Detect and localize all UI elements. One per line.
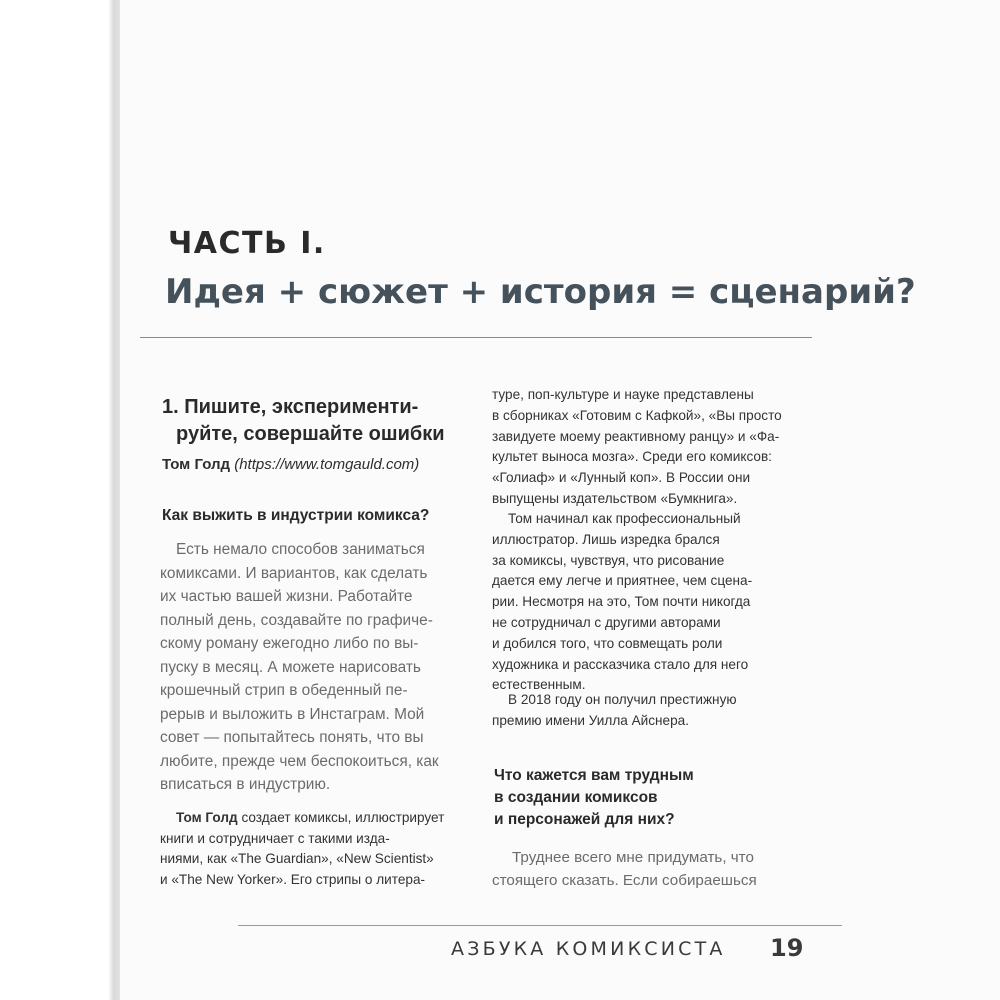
bio-line: книги и сотрудничает с такими изда- — [160, 830, 390, 846]
page-number: 19 — [770, 934, 804, 962]
answer-line: рерыв и выложить в Инстаграм. Мой — [160, 705, 425, 723]
question-line: Что кажется вам трудным — [494, 767, 694, 784]
text-line: за комиксы, чувствуя, что рисование — [492, 552, 725, 568]
answer-line: Труднее всего мне придумать, что — [512, 849, 754, 866]
text-line: естественным. — [492, 677, 586, 693]
bio-continued-paragraph — [492, 385, 812, 510]
title-divider — [140, 337, 812, 338]
text-line: иллюстратор. Лишь изредка брался — [492, 531, 720, 547]
answer-line: полный день, создавайте по графиче- — [160, 611, 433, 629]
answer-line: Есть немало способов заниматься — [176, 541, 425, 558]
text-line: Том начинал как профессиональный — [508, 511, 741, 526]
question-line: в создании комиксов — [494, 789, 658, 806]
part-label: ЧАСТЬ I. — [168, 226, 326, 261]
text-line: не сотрудничал с другими авторами — [492, 614, 721, 630]
author-url: (https://www.tomgauld.com) — [234, 456, 420, 473]
text-line: выпущены издательством «Бумкнига». — [492, 490, 738, 506]
bio-paragraph — [160, 808, 460, 890]
bio-name: Том Голд — [176, 810, 238, 825]
answer-paragraph-2 — [492, 846, 812, 892]
running-footer-title: АЗБУКА КОМИКСИСТА — [451, 938, 726, 960]
section-heading-line1: Пишите, эксперименти- — [184, 396, 419, 418]
text-line: «Голиаф» и «Лунный коп». В России они — [492, 470, 751, 486]
answer-line: пуску в месяц. А можете нарисовать — [160, 658, 421, 676]
answer-line: стоящего сказать. Если собираешься — [492, 872, 757, 889]
text-line: художника и рассказчика стало для него — [492, 656, 749, 672]
answer-line: скому роману ежегодно либо по вы- — [160, 635, 419, 652]
award-paragraph — [492, 690, 812, 732]
bio-line: ниями, как «The Guardian», «New Scientist» — [160, 851, 434, 866]
question-heading-2 — [494, 765, 814, 831]
text-line: В 2018 году он получил престижную — [508, 692, 737, 707]
author-name: Том Голд — [162, 456, 231, 473]
footer-divider — [238, 925, 842, 926]
author-line — [162, 456, 419, 473]
text-line: завидуете моему реактивному ранцу» и «Фа- — [492, 428, 780, 444]
answer-line: вписаться в индустрию. — [160, 776, 331, 793]
answer-line: крошечный стрип в обеденный пе- — [160, 682, 408, 699]
bio-first-rest: создает комиксы, иллюстрирует — [237, 810, 445, 825]
answer-line: комиксами. И вариантов, как сделать — [160, 564, 428, 582]
question-heading: Как выжить в индустрии комикса? — [162, 507, 430, 524]
answer-paragraph — [160, 538, 480, 797]
answer-line: совет — попытайтесь понять, что вы — [160, 729, 424, 746]
book-gutter-shadow — [0, 0, 140, 1000]
text-line: в сборниках «Готовим с Кафкой», «Вы просто — [492, 407, 782, 423]
section-heading — [162, 394, 482, 448]
text-line: туре, поп-культуре и науке представлены — [492, 387, 754, 402]
text-line: премию имени Уилла Айснера. — [492, 712, 690, 728]
question-line: и персонажей для них? — [494, 811, 675, 828]
text-line: культет выноса мозга». Среди его комиксов: — [492, 449, 772, 465]
text-line: и добился того, что совмещать роли — [492, 635, 723, 651]
bio-line — [160, 808, 460, 829]
section-heading-line2: руйте, совершайте ошибки — [176, 423, 445, 445]
part-title: Идея + сюжет + история = сценарий? — [165, 272, 916, 312]
answer-line: их частью вашей жизни. Работайте — [160, 588, 413, 605]
answer-line: любите, прежде чем беспокоиться, как — [160, 752, 439, 770]
bio-line: и «The New Yorker». Его стрипы о литера- — [160, 871, 426, 887]
text-line: рии. Несмотря на это, Том почти никогда — [492, 594, 751, 610]
career-paragraph — [492, 509, 812, 696]
section-number: 1. — [162, 396, 179, 418]
text-line: дается ему легче и приятнее, чем сцена- — [492, 573, 753, 589]
